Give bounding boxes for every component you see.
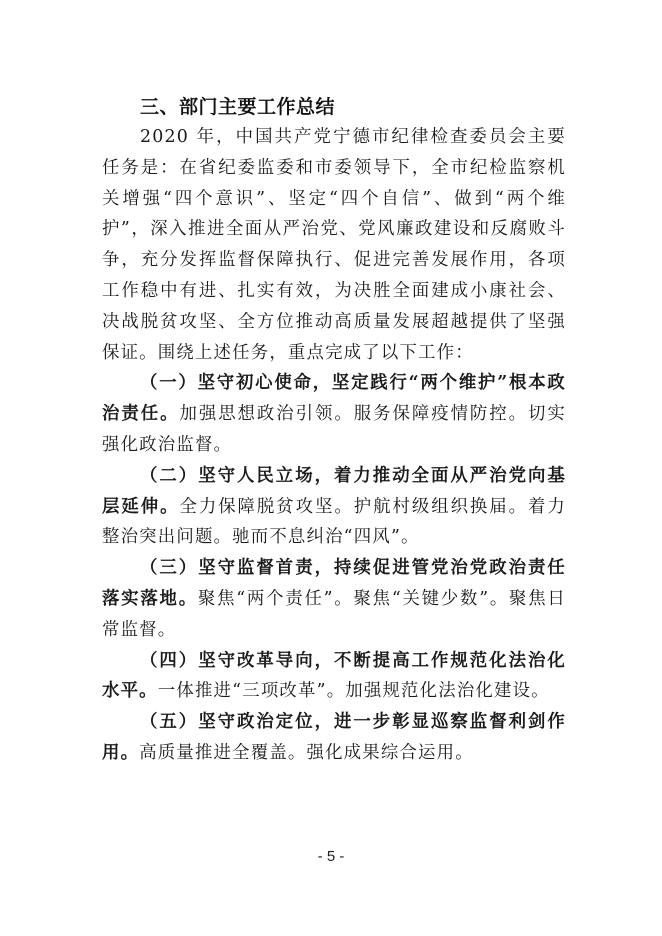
work-item-3	[102, 553, 566, 645]
work-item-lead: （五）坚守政治定位，进一步彰显巡察监督利剑作用。	[102, 712, 566, 763]
work-item-body: 高质量推进全覆盖。强化成果综合运用。	[139, 742, 474, 763]
work-item-lead: （三）坚守监督首责，持续促进管党治党政治责任落实落地。	[102, 558, 566, 609]
page-number: - 5 -	[317, 848, 345, 865]
intro-paragraph: 2020 年，中国共产党宁德市纪律检查委员会主要任务是：在省纪委监委和市委领导下，全市纪检监察机关增强“四个意识”、坚定“四个自信”、做到“两个维护”，深入推进全面从严治党、党风廉政建设和反腐败斗争，充分发挥监督保障执行、促进完善发展作用，各项工作稳中有进、扎实有效，为决胜全面建成小康社会、决战脱贫攻坚、全方位推动高质量发展超越提供了坚强保证。围绕上述任务，重点完成了以下工作：	[102, 127, 566, 363]
work-item-body: 全力保障脱贫攻坚。护航村级组织换届。着力整治突出问题。驰而不息纠治“四风”。	[102, 496, 566, 548]
document-page	[102, 92, 566, 769]
work-item-lead: （一）坚守初心使命，坚定践行“两个维护”根本政治责任。	[102, 373, 566, 425]
work-item-5	[102, 707, 566, 769]
work-item-body: 加强思想政治引领。服务保障疫情防控。切实强化政治监督。	[102, 404, 566, 455]
work-item-lead: （二）坚守人民立场，着力推动全面从严治党向基层延伸。	[102, 465, 566, 517]
work-item-1	[102, 368, 566, 460]
work-item-2	[102, 461, 566, 553]
work-item-4	[102, 646, 566, 708]
work-item-lead: （四）坚守改革导向，不断提高工作规范化法治化水平。	[102, 650, 566, 702]
work-item-body: 一体推进“三项改革”。加强规范化法治化建设。	[157, 681, 550, 702]
section-heading: 三、部门主要工作总结	[140, 96, 336, 118]
work-item-body: 聚焦“两个责任”。聚焦“关键少数”。聚焦日常监督。	[102, 588, 566, 640]
